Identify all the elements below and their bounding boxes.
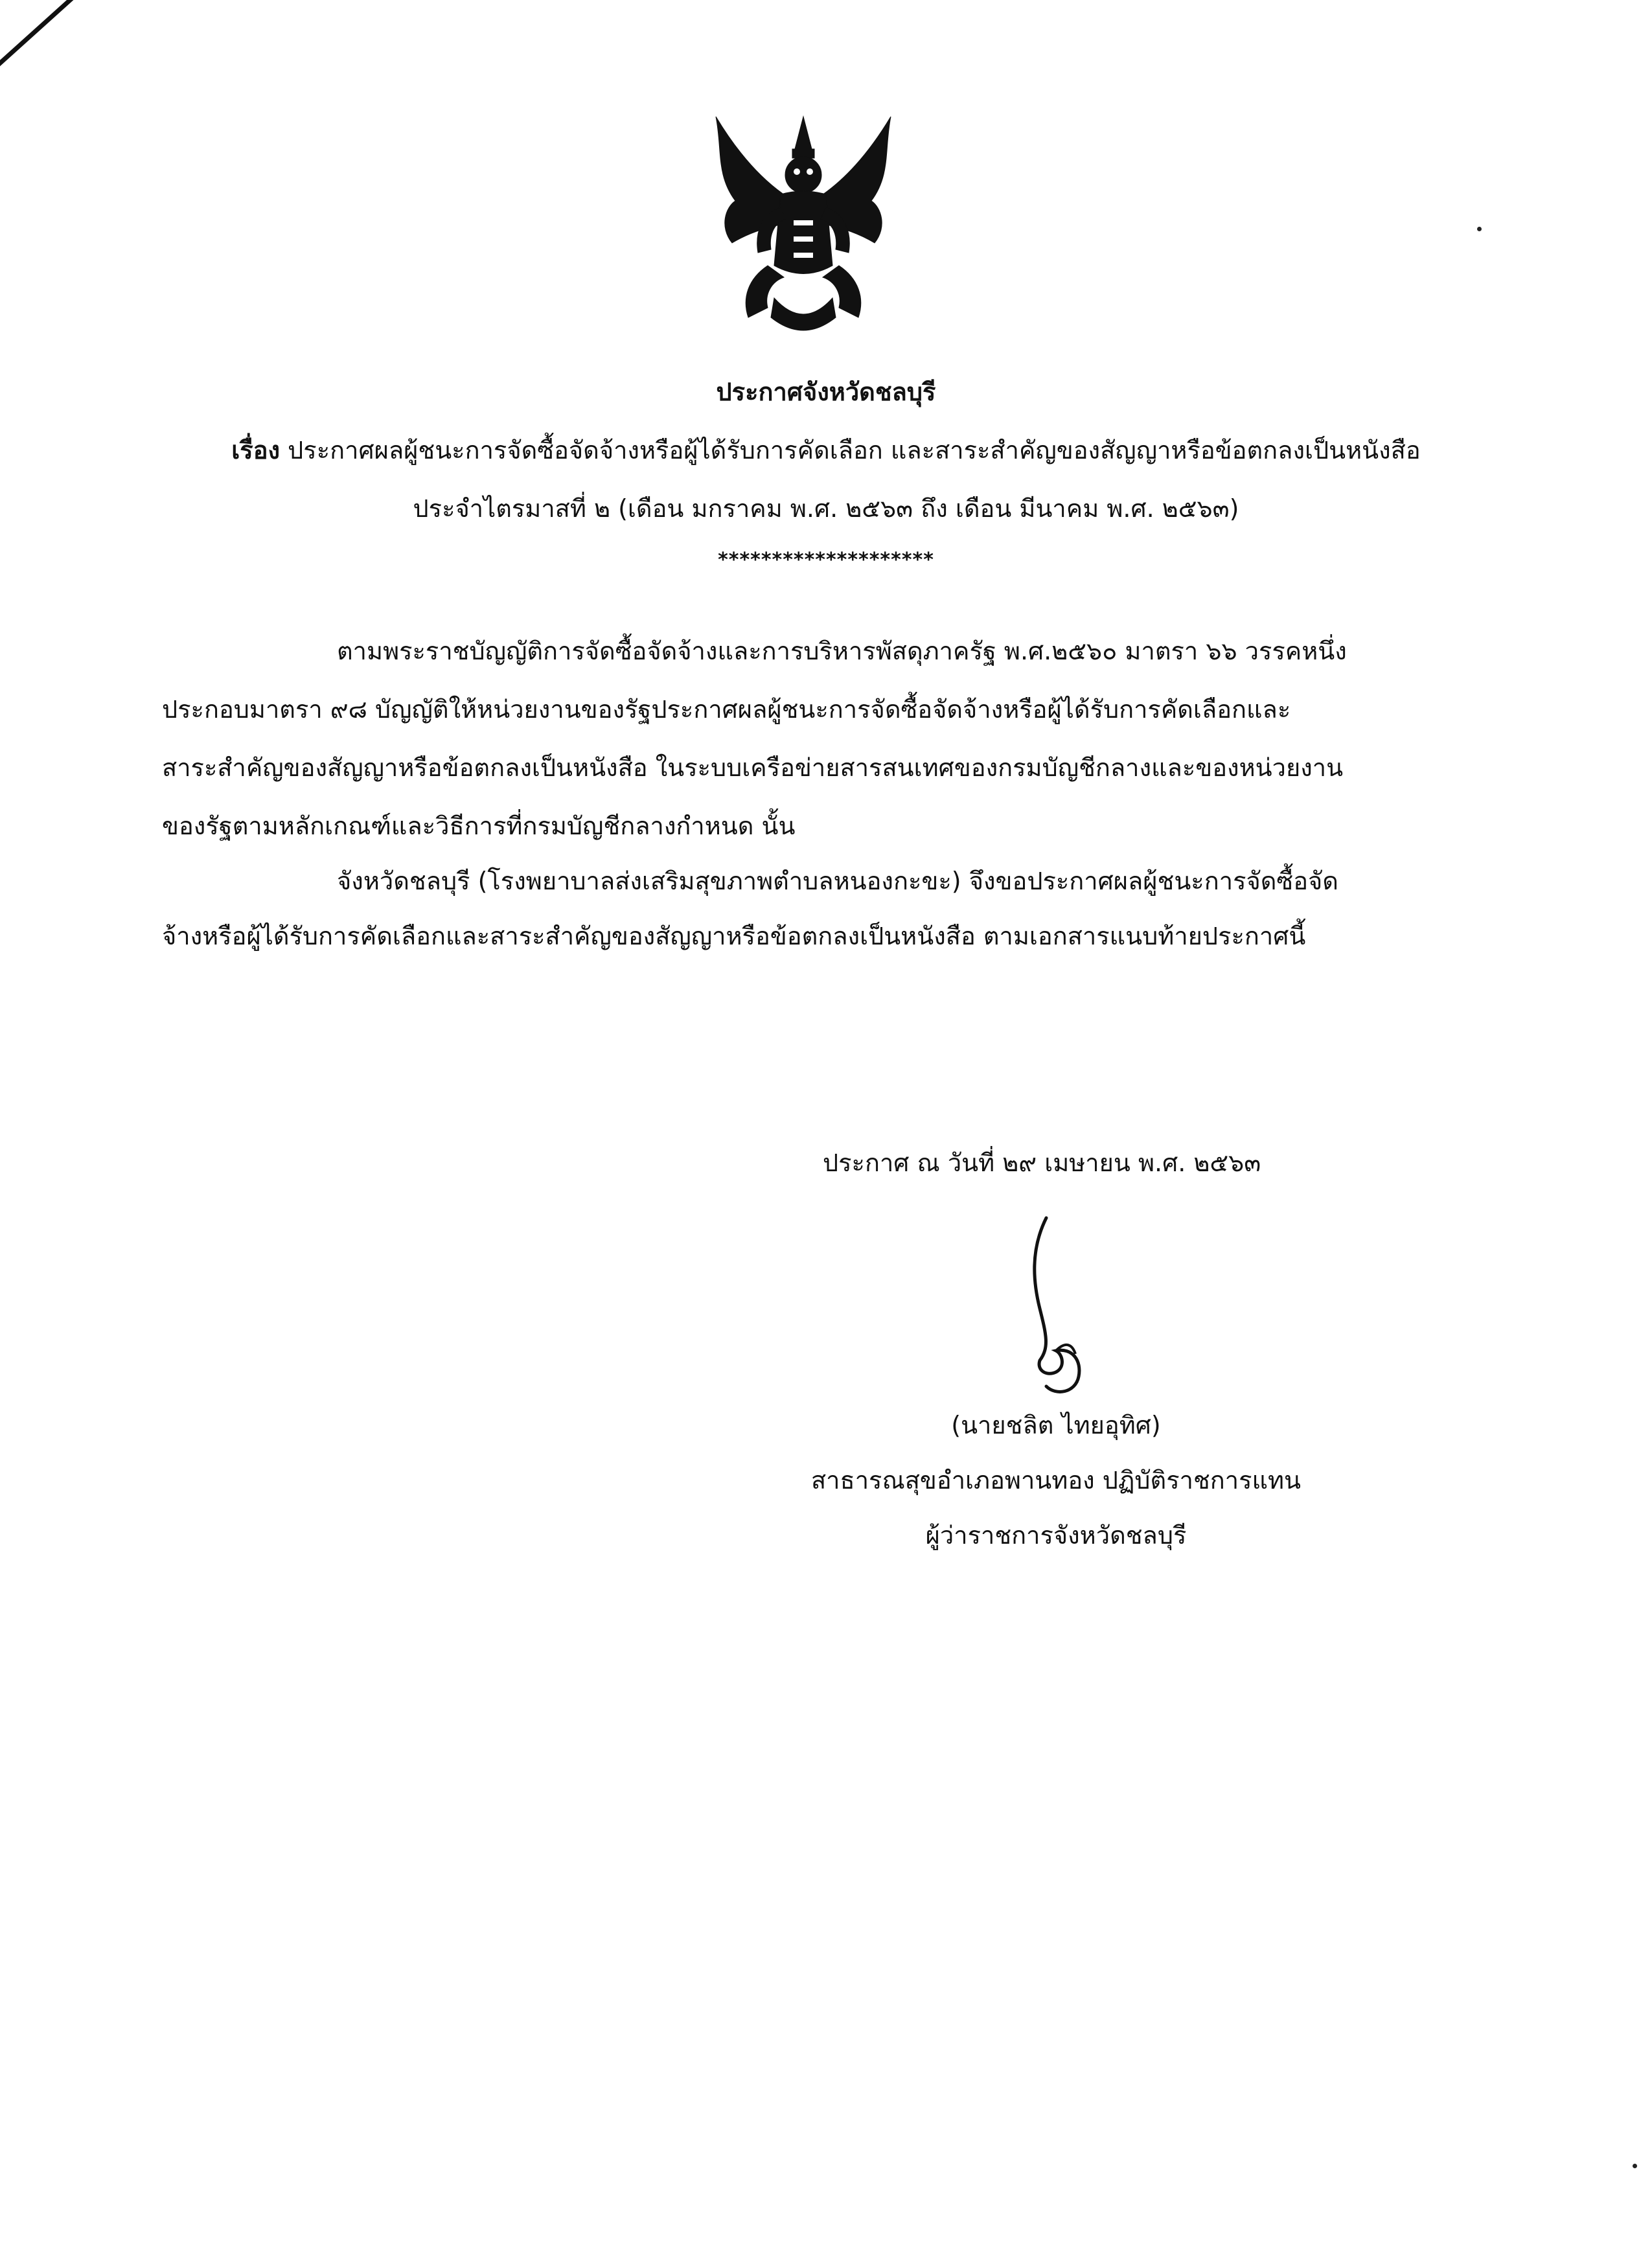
paragraph1-line: สาระสำคัญของสัญญาหรือข้อตกลงเป็นหนังสือ ในระบบเครือข่ายสารสนเทศของกรมบัญชีกลางและของหน่วยงาน [162,753,1344,782]
separator-line: ******************** [718,549,934,571]
document-header: ประกาศจังหวัดชลบุรี [716,378,936,406]
announce-date: ประกาศ ณ วันที่ ๒๙ เมษายน พ.ศ. ๒๕๖๓ [823,1149,1261,1177]
scan-edge-mark [0,0,207,88]
subject-line-2: ประจำไตรมาสที่ ๒ (เดือน มกราคม พ.ศ. ๒๕๖๓ ถึง เดือน มีนาคม พ.ศ. ๒๕๖๓) [413,494,1239,523]
paragraph1-line: ของรัฐตามหลักเกณฑ์และวิธีการที่กรมบัญชีกลางกำหนด นั้น [162,812,796,840]
document-subject [117,431,1535,470]
scan-speck [1633,2164,1637,2168]
signer-title: ผู้ว่าราชการจังหวัดชลบุรี [925,1521,1187,1550]
subject-text: ประกาศผลผู้ชนะการจัดซื้อจัดจ้างหรือผู้ได้รับการคัดเลือก และสาระสำคัญของสัญญาหรือข้อตกลงเป็นหนังสือ [288,436,1421,464]
paragraph1-line: ตามพระราชบัญญัติการจัดซื้อจัดจ้างและการบริหารพัสดุภาครัฐ พ.ศ.๒๕๖๐ มาตรา ๖๖ วรรคหนึ่ง [337,637,1347,665]
signer-position: สาธารณสุขอำเภอพานทอง ปฏิบัติราชการแทน [810,1466,1302,1495]
signer-name: (นายชลิต ไทยอุทิศ) [951,1411,1161,1439]
paragraph2-line: จ้างหรือผู้ได้รับการคัดเลือกและสาระสำคัญของสัญญาหรือข้อตกลงเป็นหนังสือ ตามเอกสารแนบท้ายประกาศนี้ [162,922,1306,950]
scan-speck [1477,227,1482,231]
subject-label: เรื่อง [231,436,281,464]
paragraph1-line: ประกอบมาตรา ๙๘ บัญญัติให้หน่วยงานของรัฐประกาศผลผู้ชนะการจัดซื้อจัดจ้างหรือผู้ได้รับการคัดเลือกและ [162,695,1291,724]
handwritten-signature-icon [1011,1211,1114,1399]
paragraph2-line: จังหวัดชลบุรี (โรงพยาบาลส่งเสริมสุขภาพตำบลหนองกะขะ) จึงขอประกาศผลผู้ชนะการจัดซื้อจัด [337,867,1338,895]
garuda-emblem-icon [696,104,910,343]
